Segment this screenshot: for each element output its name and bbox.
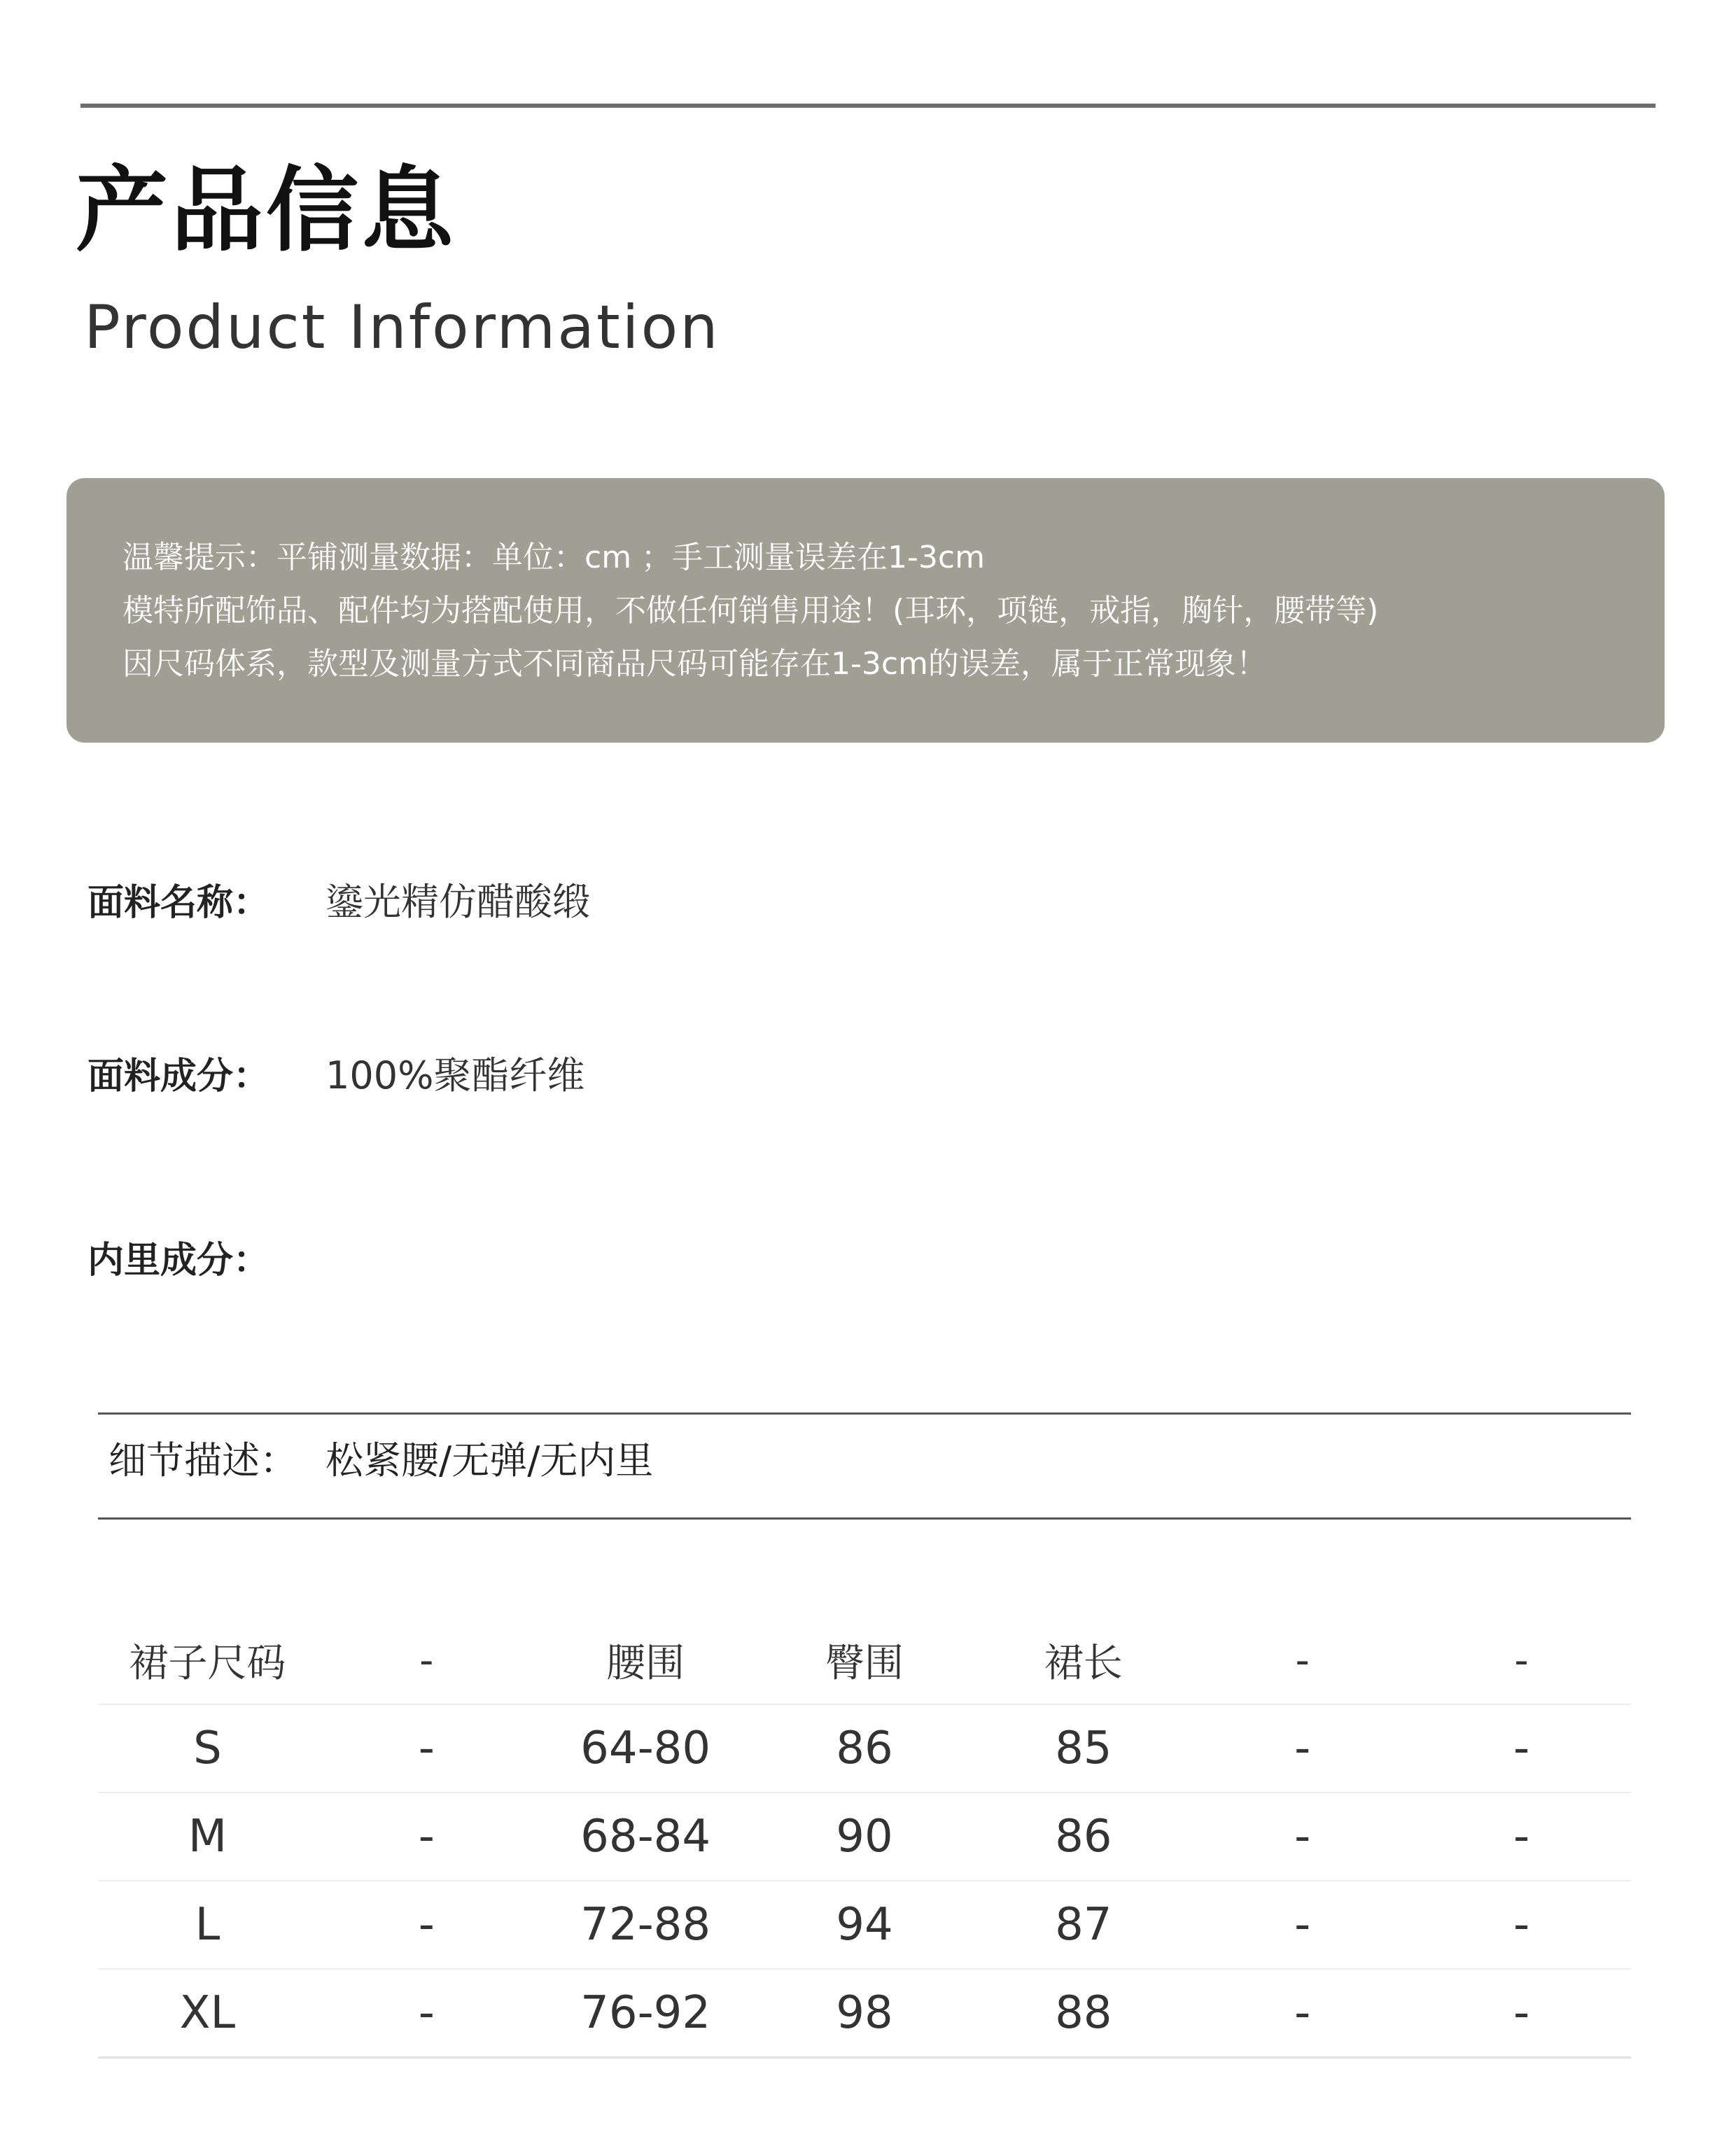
table-cell: 86 bbox=[974, 1793, 1193, 1881]
detail-label: 细节描述： bbox=[108, 1438, 298, 1482]
spec-value: 鎏光精仿醋酸缎 bbox=[326, 880, 590, 924]
table-header-cell: - bbox=[1412, 1617, 1631, 1704]
table-cell: - bbox=[1193, 1881, 1412, 1969]
table-cell: L bbox=[98, 1881, 317, 1969]
detail-bottom-divider bbox=[98, 1517, 1631, 1520]
table-header-cell: 腰围 bbox=[536, 1617, 755, 1704]
table-cell: 90 bbox=[755, 1793, 974, 1881]
top-divider bbox=[80, 104, 1656, 108]
table-cell: 88 bbox=[974, 1969, 1193, 2058]
table-cell: XL bbox=[98, 1969, 317, 2058]
table-header-cell: 裙子尺码 bbox=[98, 1617, 317, 1704]
table-cell: 94 bbox=[755, 1881, 974, 1969]
notice-line: 温馨提示：平铺测量数据：单位：cm ；手工测量误差在1-3cm bbox=[122, 540, 985, 575]
table-row bbox=[98, 1969, 1631, 2058]
table-header-cell: - bbox=[1193, 1617, 1412, 1704]
detail-description bbox=[108, 1438, 654, 1482]
table-header-cell: 臀围 bbox=[755, 1617, 974, 1704]
table-cell: 64-80 bbox=[536, 1704, 755, 1793]
table-cell: 76-92 bbox=[536, 1969, 755, 2058]
table-row bbox=[98, 1793, 1631, 1881]
size-table bbox=[98, 1617, 1631, 2059]
table-row bbox=[98, 1704, 1631, 1793]
spec-label: 面料成分： bbox=[88, 1056, 270, 1097]
notice-line: 因尺码体系，款型及测量方式不同商品尺码可能存在1-3cm的误差，属于正常现象！ bbox=[122, 646, 1267, 682]
table-cell: - bbox=[317, 1881, 536, 1969]
table-cell: - bbox=[1412, 1969, 1631, 2058]
table-header-row bbox=[98, 1617, 1631, 1704]
table-row bbox=[98, 1881, 1631, 1969]
spec-lining-composition bbox=[88, 1240, 326, 1282]
table-cell: - bbox=[317, 1704, 536, 1793]
notice-line: 模特所配饰品、配件均为搭配使用，不做任何销售用途！(耳环，项链，戒指，胸针，腰带等) bbox=[122, 593, 1379, 629]
table-cell: 87 bbox=[974, 1881, 1193, 1969]
table-header-cell: - bbox=[317, 1617, 536, 1704]
spec-fabric-composition bbox=[88, 1053, 585, 1097]
page-title: 产品信息 bbox=[76, 157, 456, 265]
detail-top-divider bbox=[98, 1412, 1631, 1415]
table-cell: - bbox=[317, 1793, 536, 1881]
spec-fabric-name bbox=[88, 880, 590, 924]
table-cell: - bbox=[317, 1969, 536, 2058]
table-cell: - bbox=[1412, 1704, 1631, 1793]
page-subtitle: Product Information bbox=[84, 293, 720, 363]
table-cell: 72-88 bbox=[536, 1881, 755, 1969]
notice-box bbox=[66, 478, 1665, 743]
table-cell: 86 bbox=[755, 1704, 974, 1793]
spec-value: 100%聚酯纤维 bbox=[326, 1053, 585, 1097]
table-cell: - bbox=[1193, 1793, 1412, 1881]
table-cell: - bbox=[1193, 1969, 1412, 2058]
table-cell: - bbox=[1412, 1793, 1631, 1881]
table-header-cell: 裙长 bbox=[974, 1617, 1193, 1704]
table-cell: - bbox=[1412, 1881, 1631, 1969]
spec-label: 内里成分： bbox=[88, 1240, 270, 1282]
table-cell: - bbox=[1193, 1704, 1412, 1793]
spec-label: 面料名称： bbox=[88, 882, 270, 924]
table-cell: 85 bbox=[974, 1704, 1193, 1793]
table-cell: S bbox=[98, 1704, 317, 1793]
table-cell: M bbox=[98, 1793, 317, 1881]
table-cell: 68-84 bbox=[536, 1793, 755, 1881]
detail-value: 松紧腰/无弹/无内里 bbox=[326, 1438, 654, 1482]
table-cell: 98 bbox=[755, 1969, 974, 2058]
